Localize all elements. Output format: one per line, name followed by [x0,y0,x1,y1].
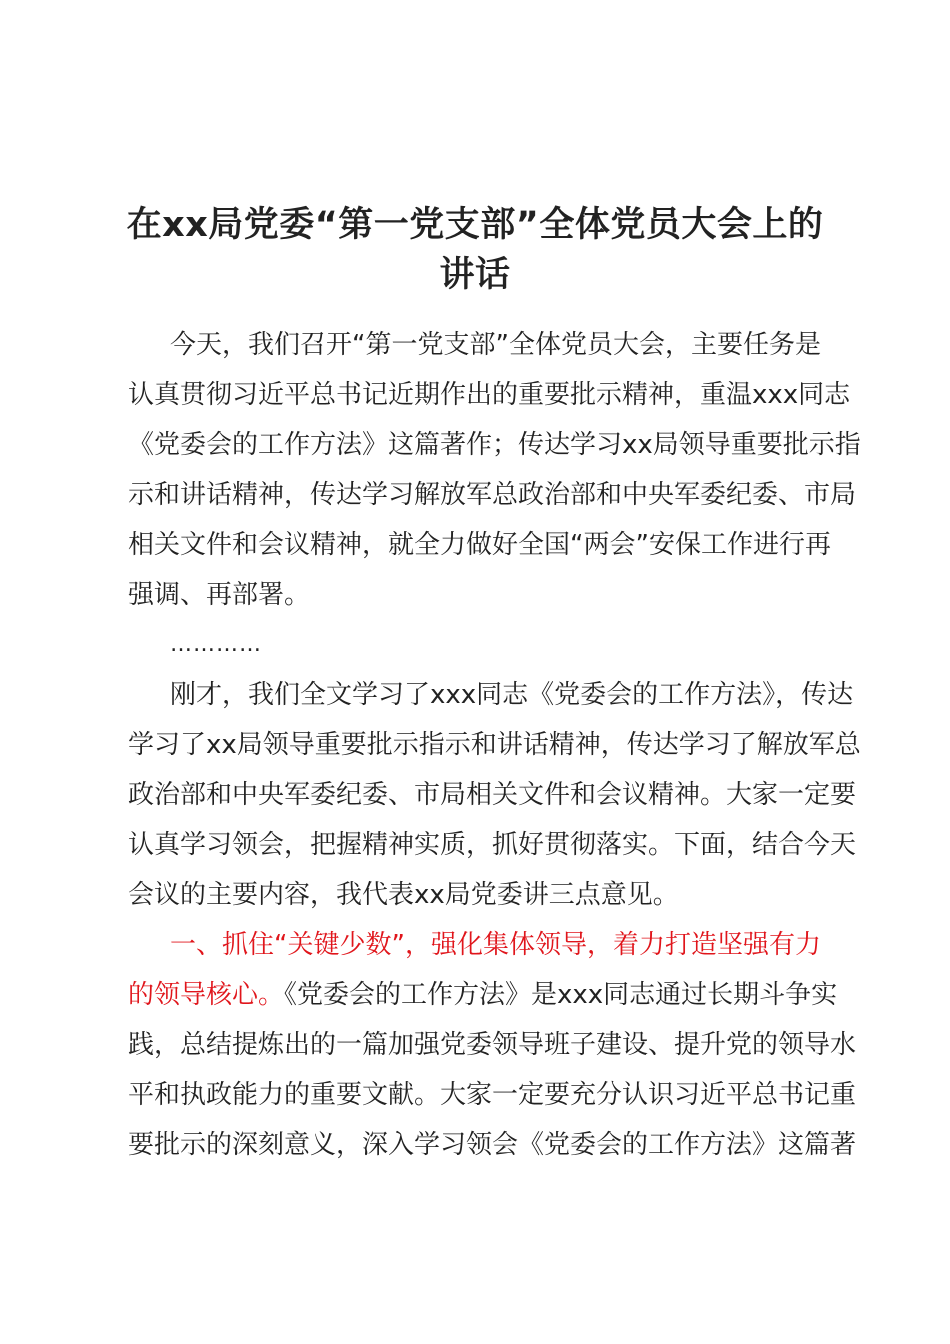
paragraph-line: 要批示的深刻意义，深入学习领会《党委会的工作方法》这篇著 [128,1130,857,1160]
document-title-line-2: 讲话 [439,255,511,295]
paragraph-3 [128,920,857,1170]
paragraph-2 [128,670,861,920]
paragraph-line: 平和执政能力的重要文献。大家一定要充分认识习近平总书记重 [128,1080,857,1110]
omission-ellipsis: ………… [170,632,262,657]
paragraph-line [128,970,850,1020]
paragraph-line: 践，总结提炼出的一篇加强党委领导班子建设、提升党的领导水 [128,1030,857,1060]
paragraph-line: 刚才，我们全文学习了xxx同志《党委会的工作方法》，传达 [170,680,854,710]
paragraph-1 [128,320,861,620]
paragraph-line: 政治部和中央军委纪委、市局相关文件和会议精神。大家一定要 [128,780,857,810]
paragraph-line: 相关文件和会议精神，就全力做好全国“两会”安保工作进行再 [128,530,831,560]
document-title-line-1: 在xx局党委“第一党支部”全体党员大会上的 [126,205,824,245]
paragraph-line: 强调、再部署。 [128,580,311,610]
section-heading-end: 的领导核心。 [128,980,285,1010]
paragraph-text: 《党委会的工作方法》是xxx同志通过长期斗争实 [284,980,838,1010]
paragraph-line: 认真贯彻习近平总书记近期作出的重要批示精神，重温xxx同志 [128,380,851,410]
paragraph-line: 《党委会的工作方法》这篇著作；传达学习xx局领导重要批示指 [128,430,861,460]
document-body [128,320,861,1170]
paragraph-line: 示和讲话精神，传达学习解放军总政治部和中央军委纪委、市局 [128,480,857,510]
section-heading-line: 一、抓住“关键少数”，强化集体领导，着力打造坚强有力 [170,930,821,960]
paragraph-line: 会议的主要内容，我代表xx局党委讲三点意见。 [128,880,679,910]
paragraph-line: 学习了xx局领导重要批示指示和讲话精神，传达学习了解放军总 [128,730,861,760]
paragraph-line: 今天，我们召开“第一党支部”全体党员大会，主要任务是 [170,330,821,360]
paragraph-line: 认真学习领会，把握精神实质，抓好贯彻落实。下面，结合今天 [128,830,857,860]
